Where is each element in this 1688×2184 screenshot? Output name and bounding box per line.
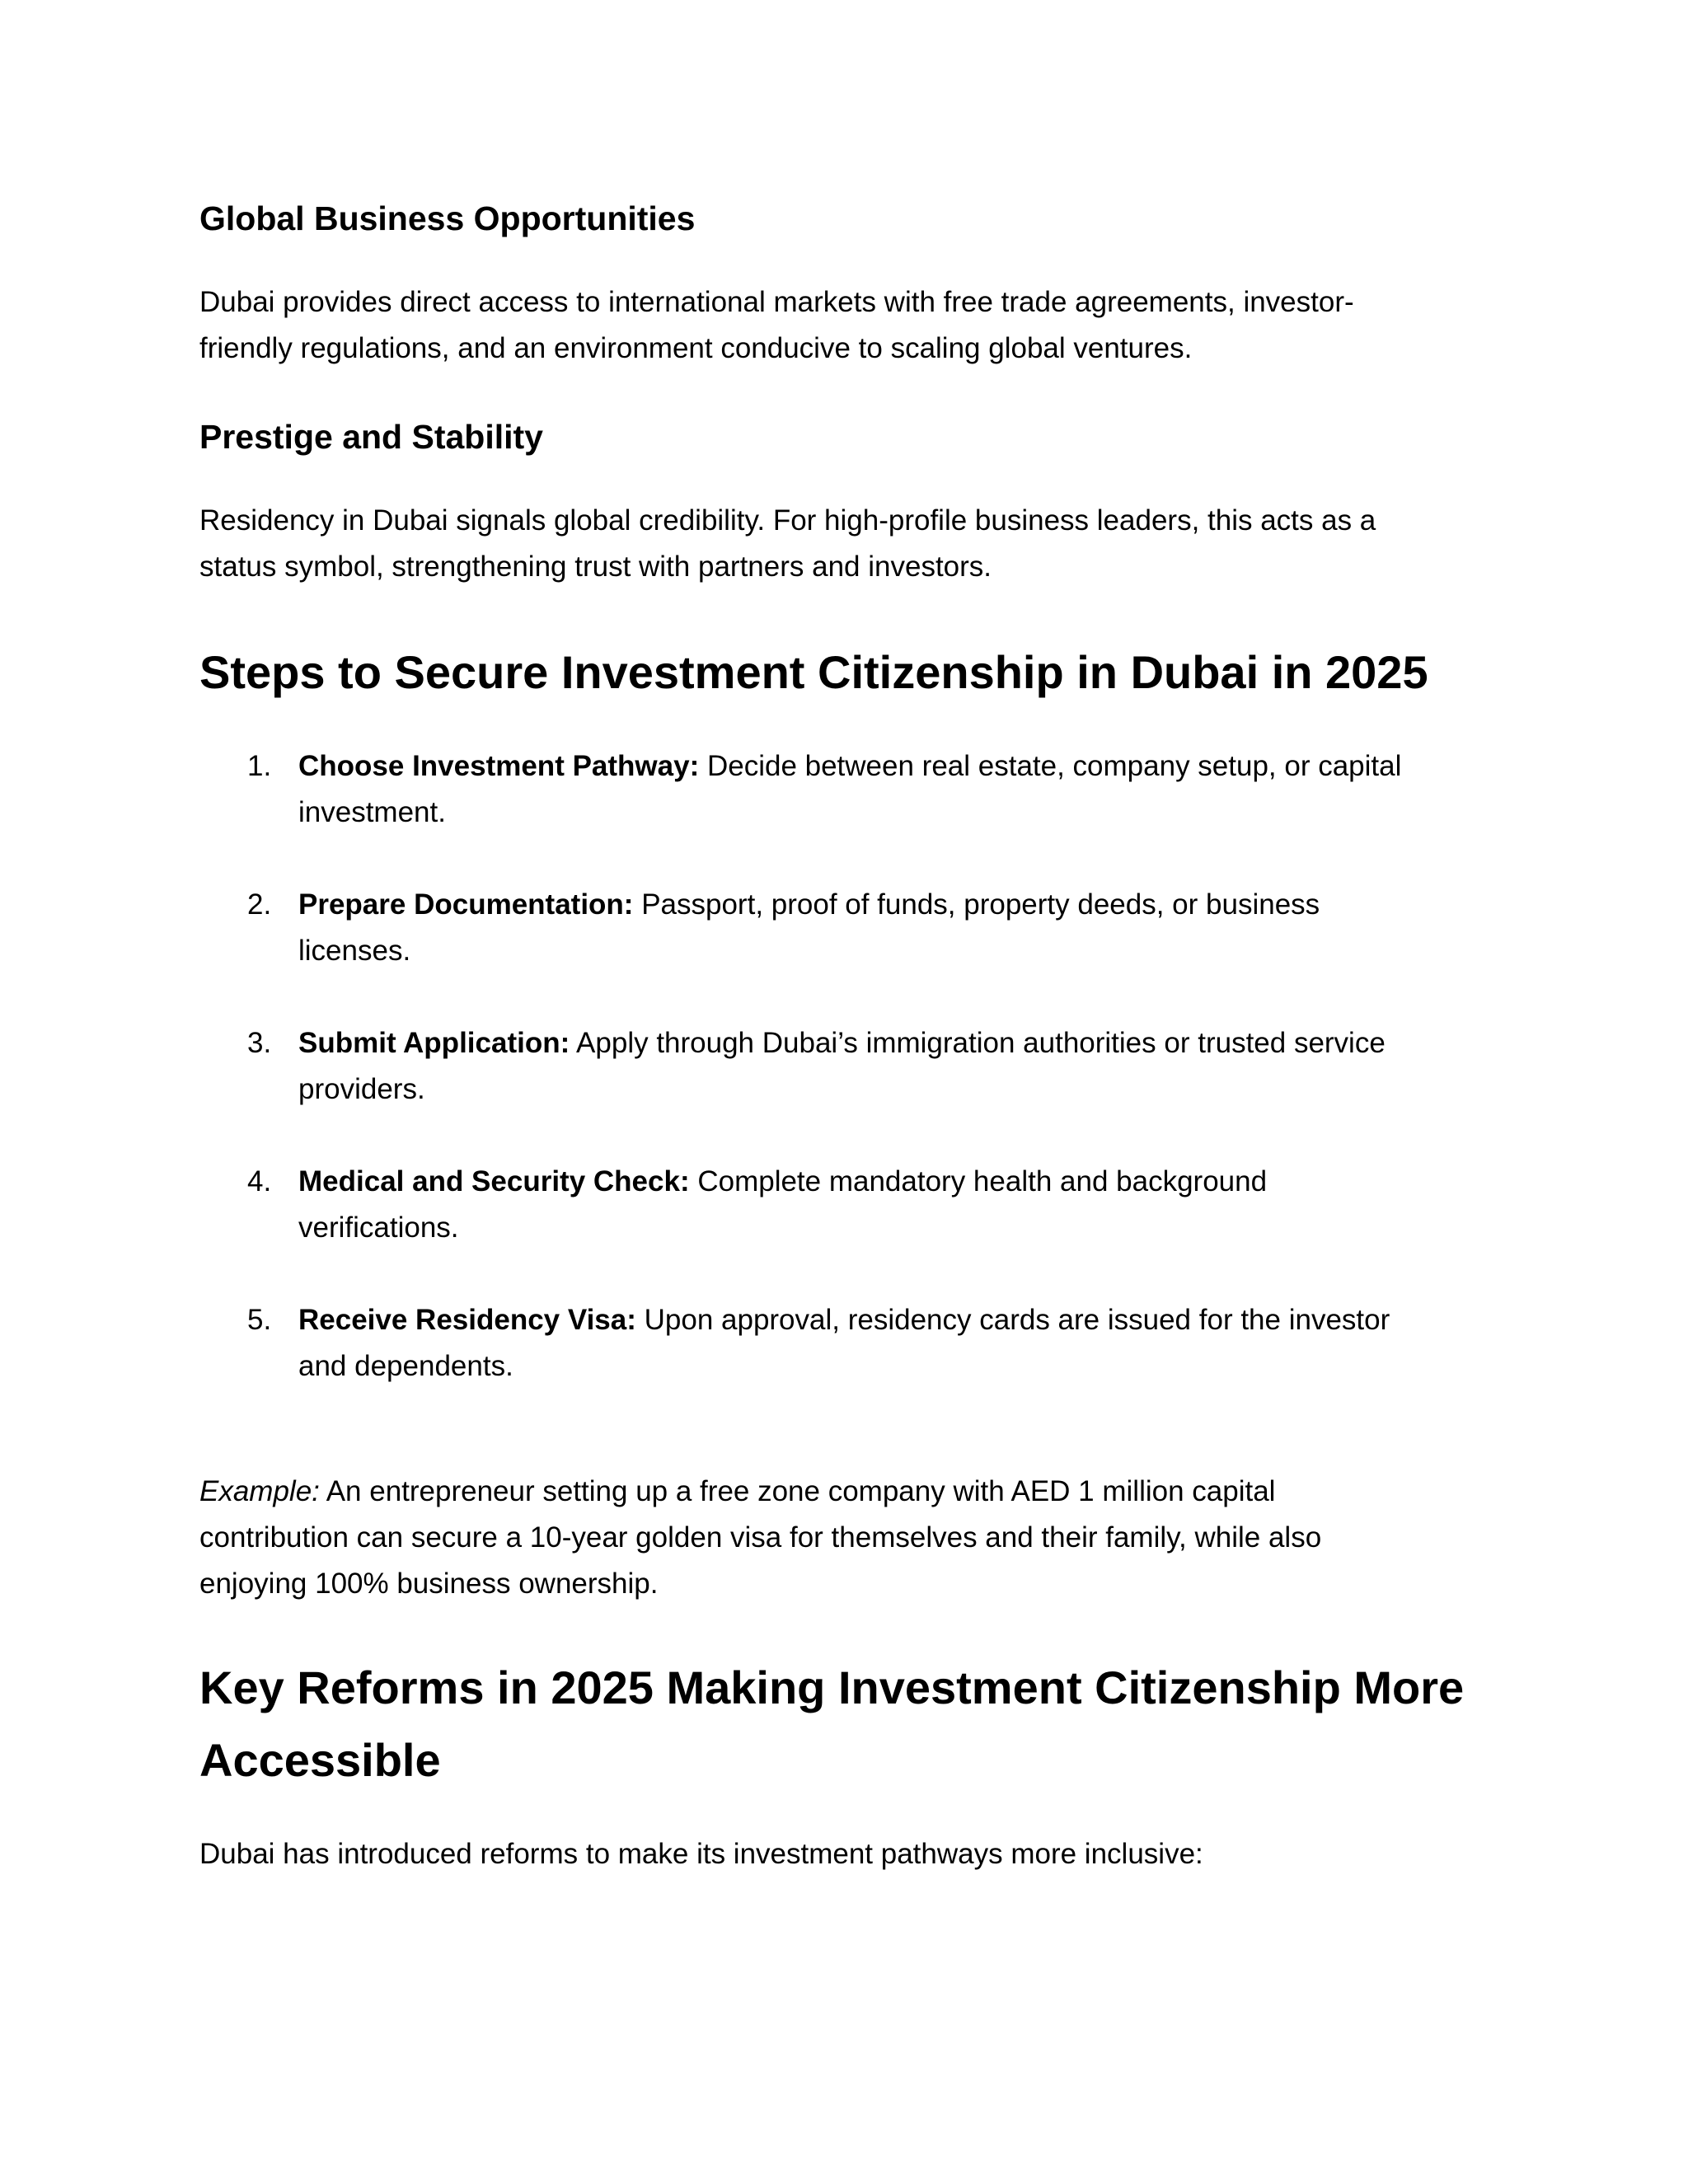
step-label: Receive Residency Visa: xyxy=(298,1304,636,1336)
paragraph-line: friendly regulations, and an environment conducive to scaling global ventures. xyxy=(199,332,1193,364)
paragraph-line: enjoying 100% business ownership. xyxy=(199,1568,659,1600)
heading-prestige: Prestige and Stability xyxy=(199,418,543,456)
list-item-body xyxy=(298,1297,1502,1390)
heading-steps: Steps to Secure Investment Citizenship in Dubai in 2025 xyxy=(199,646,1428,698)
heading-global-business: Global Business Opportunities xyxy=(199,199,696,237)
step-text: Passport, proof of funds, property deeds, or business xyxy=(633,888,1320,921)
list-number: 5. xyxy=(247,1304,272,1336)
step-text: Upon approval, residency cards are issued for the investor xyxy=(635,1304,1390,1336)
step-label: Submit Application: xyxy=(298,1027,570,1059)
step-text-continued: verifications. xyxy=(298,1212,459,1244)
list-item-body xyxy=(298,743,1502,836)
paragraph-example xyxy=(199,1469,1518,1607)
list-item-body xyxy=(298,1159,1502,1251)
list-number: 3. xyxy=(247,1027,272,1059)
paragraph-prestige xyxy=(199,498,1518,590)
step-label: Medical and Security Check: xyxy=(298,1165,690,1197)
list-item-body xyxy=(298,1020,1502,1113)
heading-key-reforms xyxy=(199,1652,1551,1797)
step-text: Decide between real estate, company setup, or capital xyxy=(699,750,1402,782)
paragraph-line: contribution can secure a 10-year golden visa for themselves and their family, while also xyxy=(199,1521,1322,1554)
list-item-body xyxy=(298,882,1502,974)
heading-line: Key Reforms in 2025 Making Investment Citizenship More xyxy=(199,1661,1465,1713)
step-text: Apply through Dubai’s immigration authorities or trusted service xyxy=(570,1027,1386,1059)
example-label: Example: xyxy=(199,1475,320,1507)
step-text-continued: and dependents. xyxy=(298,1350,513,1382)
step-text: Complete mandatory health and background xyxy=(689,1165,1268,1197)
step-text-continued: investment. xyxy=(298,796,446,828)
step-text-continued: licenses. xyxy=(298,935,411,967)
list-number: 2. xyxy=(247,888,272,921)
paragraph-line: Dubai provides direct access to international markets with free trade agreements, investor- xyxy=(199,286,1354,318)
paragraph-global-business xyxy=(199,279,1518,372)
paragraph-line: An entrepreneur setting up a free zone company with AED 1 million capital xyxy=(319,1475,1276,1507)
list-number: 1. xyxy=(247,750,272,782)
paragraph-reforms-intro: Dubai has introduced reforms to make its investment pathways more inclusive: xyxy=(199,1838,1203,1870)
step-label: Prepare Documentation: xyxy=(298,888,634,921)
paragraph-line: Residency in Dubai signals global credibility. For high-profile business leaders, this acts as a xyxy=(199,504,1376,537)
paragraph-line: status symbol, strengthening trust with partners and investors. xyxy=(199,551,992,583)
step-label: Choose Investment Pathway: xyxy=(298,750,700,782)
heading-line: Accessible xyxy=(199,1734,441,1786)
list-number: 4. xyxy=(247,1165,272,1197)
step-text-continued: providers. xyxy=(298,1073,425,1105)
